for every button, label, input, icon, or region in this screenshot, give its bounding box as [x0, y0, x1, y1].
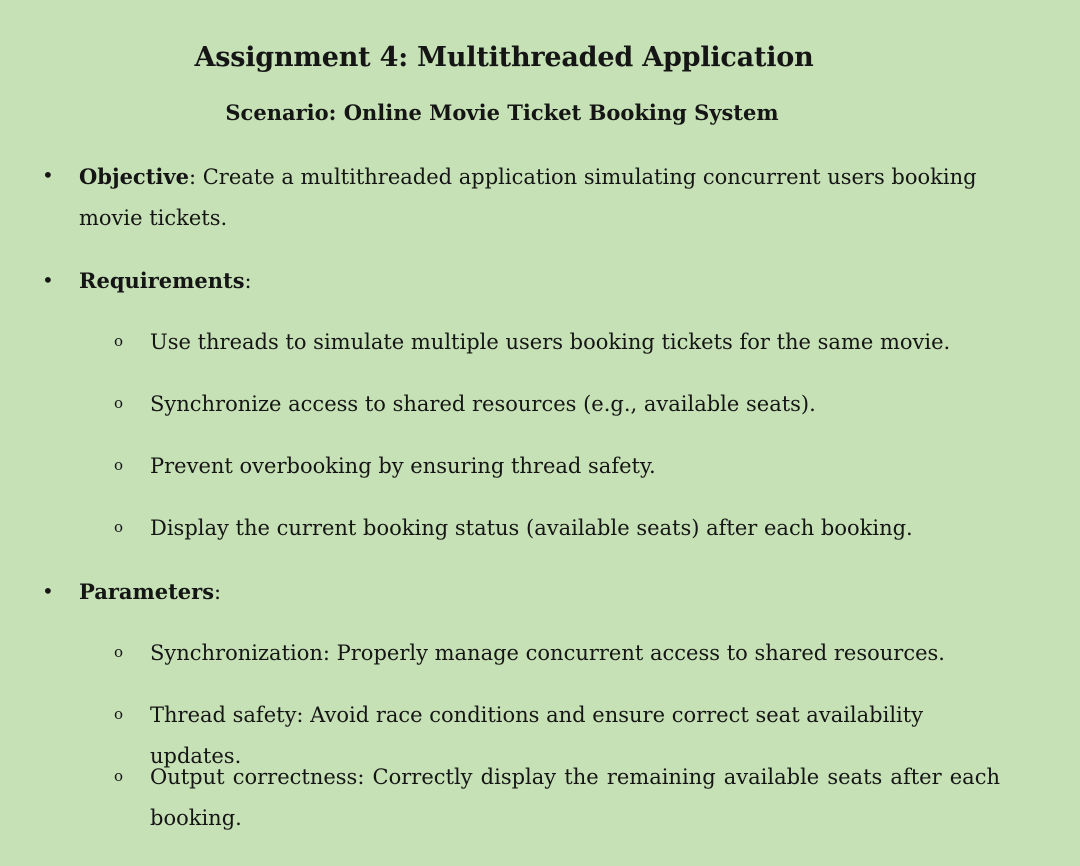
parameter-1-marker: o: [114, 643, 124, 661]
requirement-item-3: Prevent overbooking by ensuring thread safety.: [150, 454, 656, 478]
requirements-colon: :: [244, 269, 252, 293]
requirement-3-marker: o: [114, 456, 124, 474]
parameter-3-marker: o: [114, 767, 124, 785]
parameters-heading: [79, 571, 1004, 613]
bullet-requirements-marker: •: [42, 268, 54, 292]
parameters-label: Parameters: [79, 579, 215, 604]
requirements-label: Requirements: [79, 268, 245, 293]
objective-label: Objective: [79, 164, 189, 189]
scenario-subtitle: Scenario: Online Movie Ticket Booking System: [225, 100, 779, 125]
objective-text: Create a multithreaded application simulating concurrent users booking movie tickets.: [79, 165, 977, 230]
assignment-title: Assignment 4: Multithreaded Application: [194, 42, 814, 73]
requirements-heading: [79, 260, 1004, 302]
requirement-item-1: Use threads to simulate multiple users booking tickets for the same movie.: [150, 330, 951, 354]
requirement-4-marker: o: [114, 518, 124, 536]
requirement-1-marker: o: [114, 332, 124, 350]
objective-colon: :: [188, 165, 197, 189]
bullet-objective-marker: •: [42, 163, 54, 187]
parameter-item-3: Output correctness: Correctly display the remaining available seats after each booking.: [150, 765, 1000, 830]
requirement-item-4: Display the current booking status (available seats) after each booking.: [150, 516, 913, 540]
parameters-colon: :: [214, 580, 222, 604]
requirement-item-2: Synchronize access to shared resources (e.g., available seats).: [150, 392, 816, 416]
objective-item: [79, 156, 1004, 239]
parameter-item-1: Synchronization: Properly manage concurrent access to shared resources.: [150, 641, 945, 665]
bullet-parameters-marker: •: [42, 579, 54, 603]
requirement-2-marker: o: [114, 394, 124, 412]
parameter-item-2: Thread safety: Avoid race conditions and ensure correct seat availability updates.: [150, 703, 924, 768]
parameter-2-marker: o: [114, 705, 124, 723]
